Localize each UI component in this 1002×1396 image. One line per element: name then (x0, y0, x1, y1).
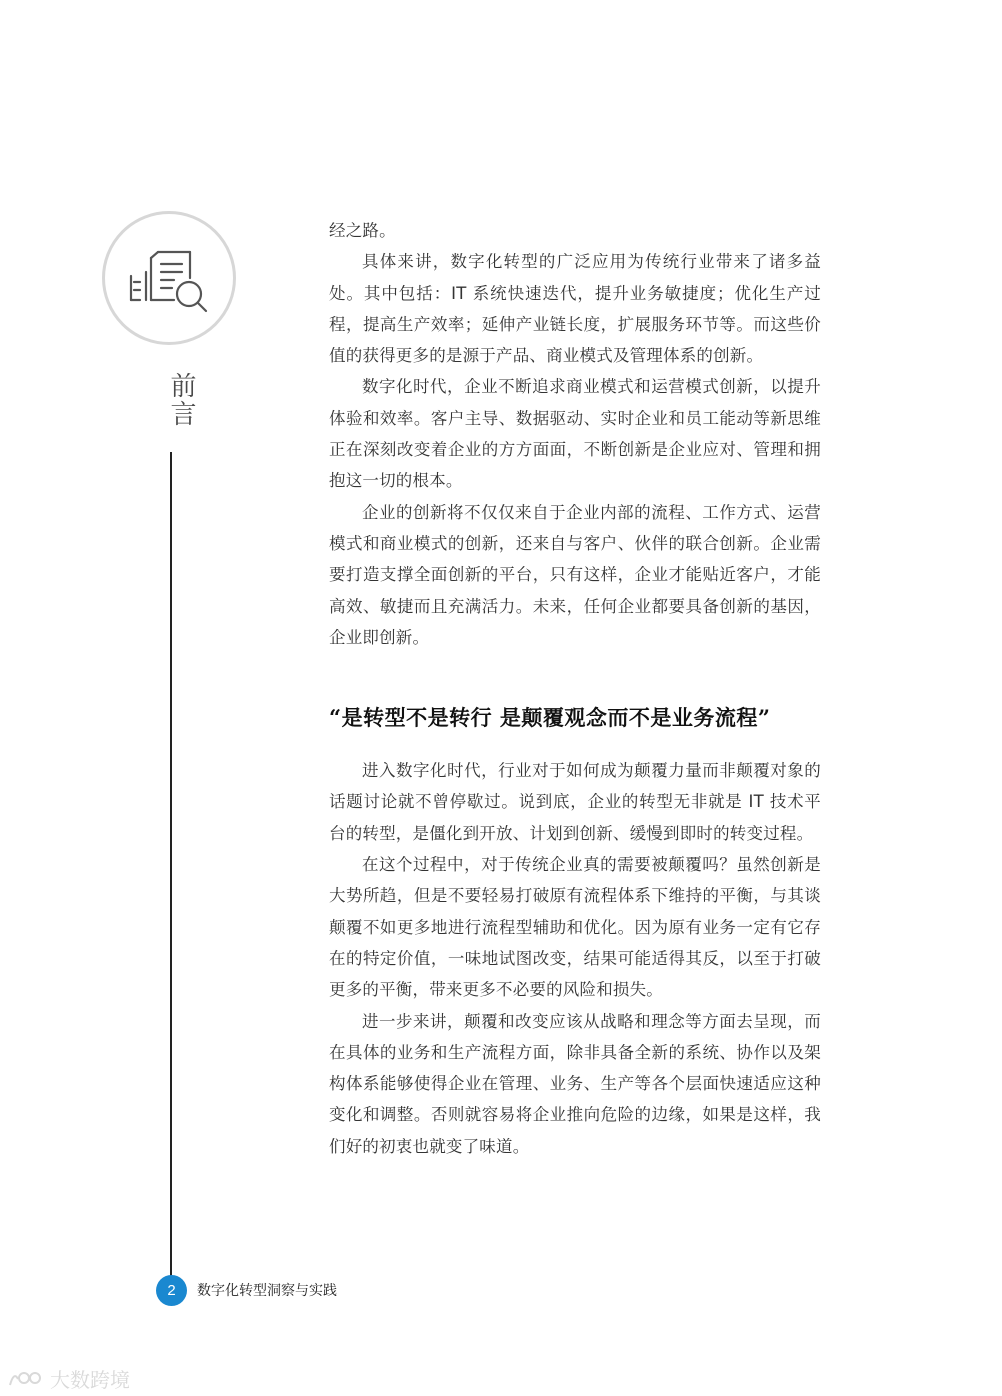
paragraph: 经之路。 (329, 221, 396, 240)
watermark (8, 1364, 130, 1392)
watermark-logo-icon (8, 1367, 46, 1389)
section-emblem (102, 211, 236, 345)
paragraph: 数字化时代，企业不断追求商业模式和运营模式创新，以提升体验和效率。客户主导、数据驱动、实时企业和员工能动等新思维正在深刻改变着企业的方方面面，不断创新是企业应对、管理和拥抱这一切的根本。 (329, 377, 821, 491)
paragraph: 在这个过程中，对于传统企业真的需要被颠覆吗？虽然创新是大势所趋，但是不要轻易打破原有流程体系下维持的平衡，与其谈颠覆不如更多地进行流程型辅助和优化。因为原有业务一定有它存在的特定价值，一味地试图改变，结果可能适得其反，以至于打破更多的平衡，带来更多不必要的风险和损失。 (329, 855, 821, 1000)
document-search-icon (126, 242, 212, 314)
watermark-text: 大数跨境 (50, 1367, 130, 1392)
vertical-divider (170, 452, 172, 1280)
book-title: 数字化转型洞察与实践 (197, 1283, 337, 1299)
section-heading: “是转型不是转行 是颠覆观念而不是业务流程” (329, 705, 771, 731)
page-number-badge: 2 (156, 1275, 187, 1306)
paragraph: 进入数字化时代，行业对于如何成为颠覆力量而非颠覆对象的话题讨论就不曾停歇过。说到底，企业的转型无非就是 IT 技术平台的转型，是僵化到开放、计划到创新、缓慢到即时的转变过程。 (329, 761, 821, 843)
section-title: 前言 (166, 372, 196, 428)
paragraph: 进一步来讲，颠覆和改变应该从战略和理念等方面去呈现，而在具体的业务和生产流程方面，除非具备全新的系统、协作以及架构体系能够使得企业在管理、业务、生产等各个层面快速适应这种变化和调整。否则就容易将企业推向危险的边缘，如果是这样，我们好的初衷也就变了味道。 (329, 1011, 821, 1156)
main-content (329, 215, 821, 1162)
paragraph: 企业的创新将不仅仅来自于企业内部的流程、工作方式、运营模式和商业模式的创新，还来自与客户、伙伴的联合创新。企业需要打造支撑全面创新的平台，只有这样，企业才能贴近客户，才能高效、敏捷而且充满活力。未来，任何企业都要具备创新的基因，企业即创新。 (329, 502, 821, 647)
paragraph: 具体来讲，数字化转型的广泛应用为传统行业带来了诸多益处。其中包括：IT 系统快速迭代，提升业务敏捷度；优化生产过程，提高生产效率；延伸产业链长度，扩展服务环节等。而这些价值的获得更多的是源于产品、商业模式及管理体系的创新。 (329, 252, 821, 366)
